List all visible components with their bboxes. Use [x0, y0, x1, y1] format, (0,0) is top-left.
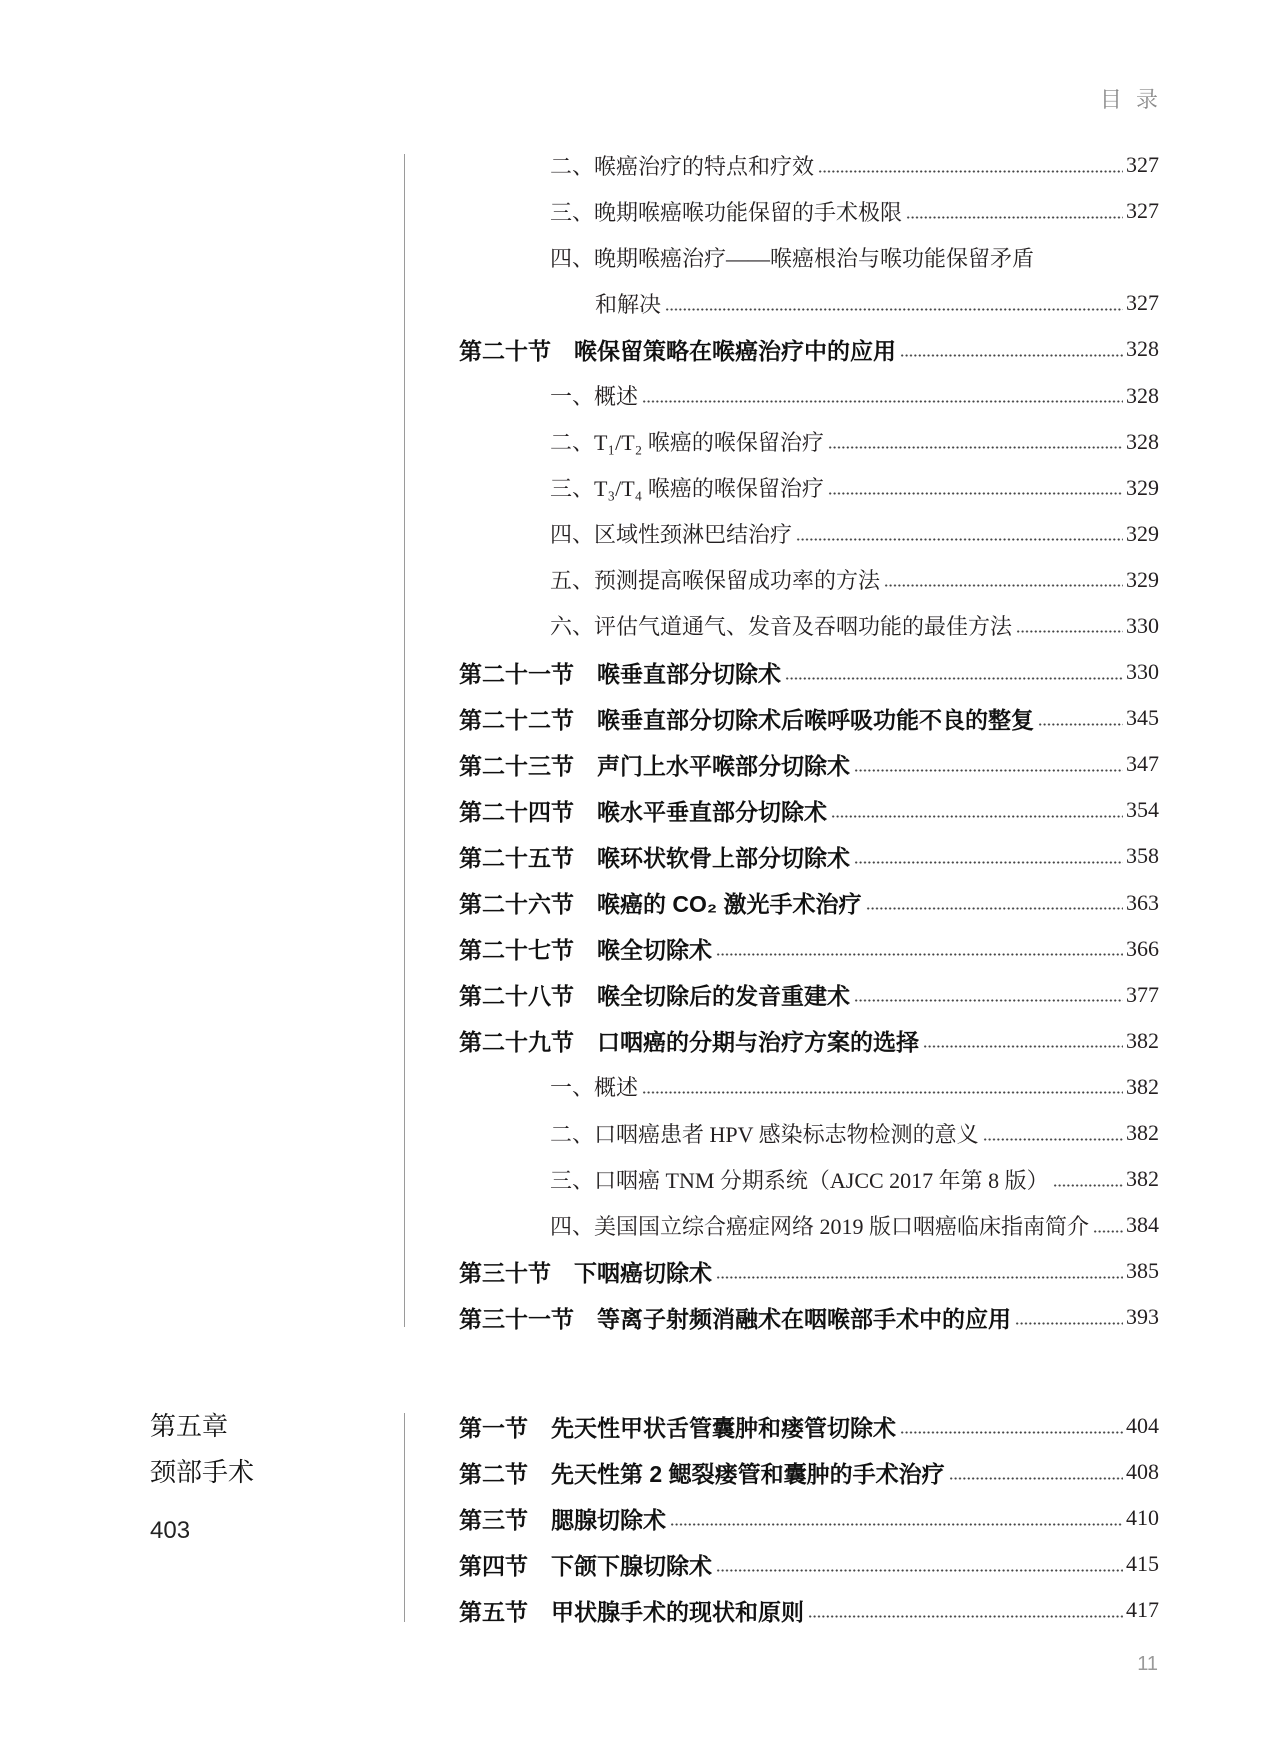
section-number: 第二十五节	[459, 844, 574, 871]
running-header: 目 录	[1099, 87, 1162, 112]
entry-title: 五、预测提高喉保留成功率的方法	[550, 568, 881, 594]
toc-section-heading	[459, 1294, 1159, 1340]
toc-entry	[459, 1202, 1159, 1248]
toc-entry	[459, 188, 1159, 234]
toc-list-continued	[459, 142, 1159, 1340]
toc-section-heading	[459, 741, 1159, 787]
section-number: 第二十七节	[459, 937, 574, 964]
section-title: 喉全切除术	[597, 937, 712, 964]
section-title: 喉垂直部分切除术	[597, 660, 781, 687]
dot-leader	[884, 584, 1123, 587]
toc-section-heading	[459, 1541, 1159, 1587]
toc-section-heading	[459, 1018, 1159, 1064]
toc-section-heading	[459, 926, 1159, 972]
section-title: 下颌下腺切除术	[551, 1552, 712, 1579]
toc-section-heading	[459, 326, 1159, 372]
dot-leader	[923, 1045, 1123, 1048]
toc-entry	[459, 511, 1159, 557]
toc-section-heading	[459, 1449, 1159, 1495]
toc-entry-continuation	[459, 280, 1159, 326]
page-number: 329	[1126, 566, 1159, 592]
entry-title: 六、评估气道通气、发音及吞咽功能的最佳方法	[550, 614, 1013, 640]
page-number: 328	[1126, 382, 1159, 408]
page-number: 382	[1126, 1073, 1159, 1099]
section-number: 第一节	[459, 1414, 528, 1441]
section-title: 先天性甲状舌管囊肿和瘘管切除术	[551, 1414, 896, 1441]
dot-leader	[866, 907, 1124, 910]
page-number: 328	[1126, 428, 1159, 454]
dot-leader	[949, 1477, 1123, 1480]
entry-title: 二、口咽癌患者 HPV 感染标志物检测的意义	[550, 1121, 979, 1147]
page-number: 382	[1126, 1027, 1159, 1053]
dot-leader	[670, 1523, 1123, 1526]
toc-list-chapter-5	[459, 1403, 1159, 1633]
page-number: 327	[1126, 152, 1159, 178]
section-number: 第二十九节	[459, 1029, 574, 1056]
toc-entry	[459, 234, 1159, 280]
entry-title: 四、美国国立综合癌症网络 2019 版口咽癌临床指南简介	[550, 1213, 1090, 1239]
chapter-label: 第五章	[150, 1411, 229, 1441]
page-number: 404	[1126, 1413, 1159, 1439]
entry-title: 一、概述	[550, 384, 639, 410]
toc-entry	[459, 372, 1159, 418]
section-title: 喉全切除后的发音重建术	[597, 983, 850, 1010]
toc-section-heading	[459, 833, 1159, 879]
page-number: 330	[1126, 612, 1159, 638]
entry-title: 三、口咽癌 TNM 分期系统（AJCC 2017 年第 8 版）	[550, 1167, 1049, 1193]
dot-leader	[716, 953, 1123, 956]
section-number: 第三十节	[459, 1259, 551, 1286]
section-number: 第二十六节	[459, 891, 574, 918]
toc-entry	[459, 142, 1159, 188]
page-number: 377	[1126, 981, 1159, 1007]
section-title: 口咽癌的分期与治疗方案的选择	[597, 1029, 919, 1056]
page-number: 408	[1126, 1459, 1159, 1485]
page-number: 328	[1126, 336, 1159, 362]
entry-title: 四、区域性颈淋巴结治疗	[550, 522, 793, 548]
section-title: 腮腺切除术	[551, 1506, 666, 1533]
section-number: 第四节	[459, 1552, 528, 1579]
section-divider-line	[404, 154, 405, 1327]
page-number: 415	[1126, 1551, 1159, 1577]
dot-leader	[828, 492, 1123, 495]
dot-leader	[900, 354, 1123, 357]
section-title: 喉保留策略在喉癌治疗中的应用	[574, 337, 896, 364]
section-number: 第二十一节	[459, 660, 574, 687]
entry-title: 三、T₃/T₄ 喉癌的喉保留治疗	[550, 476, 824, 502]
entry-title: 二、喉癌治疗的特点和疗效	[550, 153, 815, 179]
page-number: 410	[1126, 1505, 1159, 1531]
section-number: 第三十一节	[459, 1305, 574, 1332]
page-number: 330	[1126, 659, 1159, 685]
toc-entry	[459, 1110, 1159, 1156]
page-number: 385	[1126, 1258, 1159, 1284]
page-number: 384	[1126, 1212, 1159, 1238]
page-number: 417	[1126, 1597, 1159, 1623]
dot-leader	[716, 1569, 1123, 1572]
section-title: 喉环状软骨上部分切除术	[597, 844, 850, 871]
toc-section-heading	[459, 649, 1159, 695]
section-title: 甲状腺手术的现状和原则	[551, 1598, 804, 1625]
page-number: 329	[1126, 474, 1159, 500]
dot-leader	[1093, 1230, 1123, 1233]
page-number: 345	[1126, 705, 1159, 731]
page-number: 354	[1126, 797, 1159, 823]
dot-leader	[642, 400, 1123, 403]
page-number: 329	[1126, 520, 1159, 546]
toc-section-heading	[459, 1403, 1159, 1449]
dot-leader	[854, 861, 1123, 864]
page-number: 327	[1126, 198, 1159, 224]
section-number: 第三节	[459, 1506, 528, 1533]
section-title: 等离子射频消融术在咽喉部手术中的应用	[597, 1305, 1011, 1332]
entry-title: 三、晚期喉癌喉功能保留的手术极限	[550, 199, 903, 225]
entry-title: 二、T₁/T₂ 喉癌的喉保留治疗	[550, 430, 824, 456]
dot-leader	[818, 170, 1123, 173]
dot-leader	[900, 1431, 1123, 1434]
dot-leader	[808, 1615, 1123, 1618]
toc-section-heading	[459, 1587, 1159, 1633]
toc-section-heading	[459, 1248, 1159, 1294]
page-number: 366	[1126, 935, 1159, 961]
dot-leader	[831, 815, 1123, 818]
dot-leader	[716, 1276, 1123, 1279]
entry-title: 一、概述	[550, 1075, 639, 1101]
toc-entry	[459, 1156, 1159, 1202]
dot-leader	[854, 999, 1123, 1002]
page-number: 327	[1126, 290, 1159, 316]
dot-leader	[1038, 723, 1123, 726]
chapter-title: 颈部手术	[150, 1457, 255, 1487]
toc-section-heading	[459, 695, 1159, 741]
section-title: 喉水平垂直部分切除术	[597, 798, 827, 825]
page-number: 382	[1126, 1120, 1159, 1146]
dot-leader	[1015, 1322, 1123, 1325]
section-number: 第二十八节	[459, 983, 574, 1010]
section-number: 第二十节	[459, 337, 551, 364]
toc-section-heading	[459, 787, 1159, 833]
toc-section-heading	[459, 972, 1159, 1018]
toc-entry	[459, 603, 1159, 649]
section-number: 第二十四节	[459, 798, 574, 825]
dot-leader	[1016, 630, 1123, 633]
section-title: 喉垂直部分切除术后喉呼吸功能不良的整复	[597, 706, 1034, 733]
chapter-page-number: 403	[150, 1517, 191, 1544]
page-number: 382	[1126, 1166, 1159, 1192]
dot-leader	[983, 1138, 1123, 1141]
section-title: 声门上水平喉部分切除术	[597, 752, 850, 779]
dot-leader	[665, 308, 1123, 311]
section-title: 下咽癌切除术	[574, 1259, 712, 1286]
toc-entry	[459, 419, 1159, 465]
dot-leader	[906, 216, 1123, 219]
section-number: 第二十二节	[459, 706, 574, 733]
toc-section-heading	[459, 880, 1159, 926]
page-number: 347	[1126, 751, 1159, 777]
entry-title-continuation: 和解决	[595, 291, 662, 317]
dot-leader	[1053, 1184, 1123, 1187]
folio-page-number: 11	[1137, 1653, 1158, 1675]
page-number: 358	[1126, 843, 1159, 869]
section-divider-line	[404, 1413, 405, 1622]
dot-leader	[854, 769, 1123, 772]
toc-entry	[459, 465, 1159, 511]
section-title: 先天性第 2 鳃裂瘘管和囊肿的手术治疗	[551, 1460, 945, 1487]
dot-leader	[828, 446, 1123, 449]
section-number: 第五节	[459, 1598, 528, 1625]
dot-leader	[796, 538, 1123, 541]
toc-section-heading	[459, 1495, 1159, 1541]
section-number: 第二十三节	[459, 752, 574, 779]
section-title: 喉癌的 CO₂ 激光手术治疗	[597, 891, 862, 918]
page-number: 393	[1126, 1304, 1159, 1330]
section-number: 第二节	[459, 1460, 528, 1487]
dot-leader	[642, 1091, 1123, 1094]
dot-leader	[785, 677, 1123, 680]
toc-entry	[459, 1064, 1159, 1110]
toc-entry	[459, 557, 1159, 603]
page-number: 363	[1126, 889, 1159, 915]
entry-title: 四、晚期喉癌治疗——喉癌根治与喉功能保留矛盾	[550, 245, 1035, 271]
